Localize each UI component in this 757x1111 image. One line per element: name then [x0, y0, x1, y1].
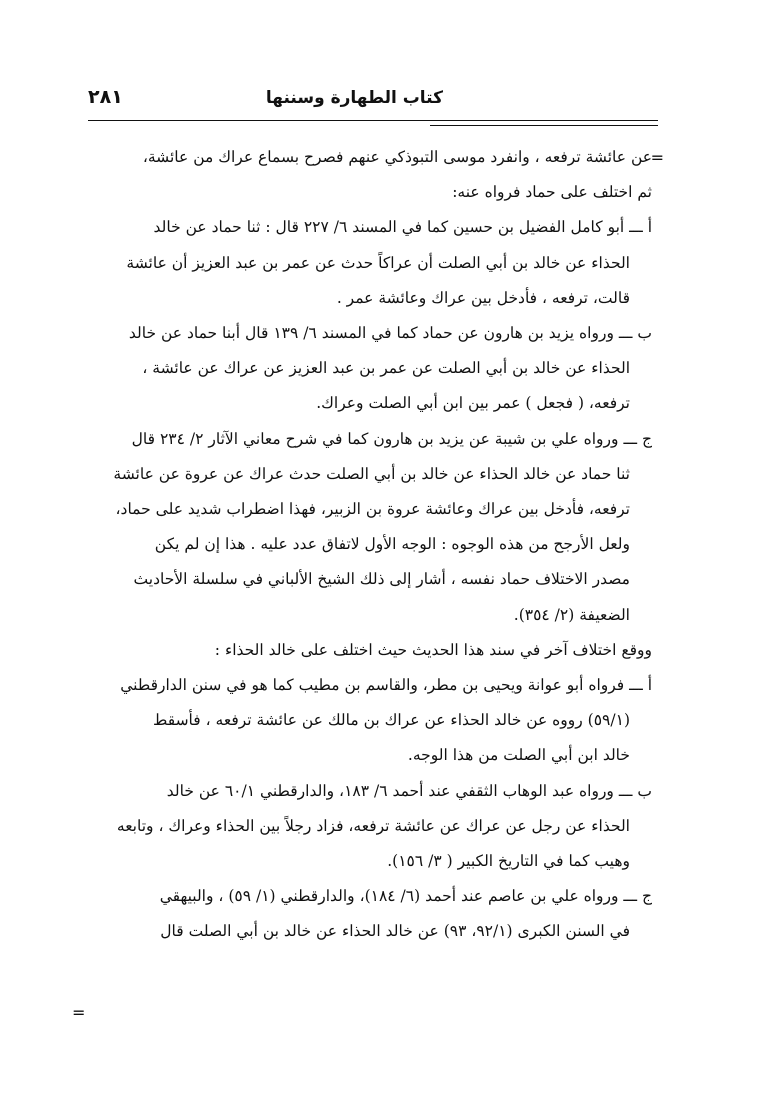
- text-line: وهيب كما في التاريخ الكبير ( ٣/ ١٥٦).: [387, 852, 630, 871]
- text-line: ثنا حماد عن خالد الحذاء عن خالد بن أبي الصلت حدث عراك عن عروة عن عائشة: [113, 464, 630, 483]
- body-text: [92, 140, 652, 950]
- text-line: ووقع اختلاف آخر في سند هذا الحديث حيث اختلف على خالد الحذاء :: [214, 640, 652, 659]
- text-line: ج ـــ ورواه علي بن عاصم عند أحمد (٦/ ١٨٤)، والدارقطني (١/ ٥٩) ، والبيهقي: [159, 887, 652, 906]
- text-line: ثم اختلف على حماد فرواه عنه:: [452, 183, 652, 202]
- text-line: مصدر الاختلاف حماد نفسه ، أشار إلى ذلك الشيخ الألباني في سلسلة الأحاديث: [133, 570, 630, 589]
- text-line: ولعل الأرجح من هذه الوجوه : الوجه الأول لاتفاق عدد عليه . هذا إن لم يكن: [154, 535, 630, 554]
- text-line: عن عائشة ترفعه ، وانفرد موسى التبوذكي عنهم فصرح بسماع عراك من عائشة،: [142, 148, 652, 166]
- text-line: ج ـــ ورواه علي بن شيبة عن يزيد بن هارون كما في شرح معاني الآثار ٢/ ٢٣٤ قال: [131, 429, 652, 448]
- text-line: في السنن الكبرى (٩٢/١، ٩٣) عن خالد الحذاء عن خالد بن أبي الصلت قال: [160, 922, 630, 941]
- page-number: ٢٨١: [88, 86, 123, 108]
- continuation-mark-bottom: =: [72, 1003, 86, 1022]
- header-rule-short: [430, 125, 658, 126]
- text-line: أ ـــ أبو كامل الفضيل بن حسين كما في المسند ٦/ ٢٢٧ قال : ثنا حماد عن خالد: [153, 218, 652, 237]
- page-header: [88, 86, 658, 116]
- text-line: ترفعه، فأدخل بين عراك وعائشة عروة بن الزبير، فهذا اضطراب شديد على حماد،: [115, 500, 630, 519]
- text-line: الضعيفة (٢/ ٣٥٤).: [513, 605, 630, 624]
- text-line: أ ـــ فرواه أبو عوانة ويحيى بن مطر، والقاسم بن مطيب كما هو في سنن الدارقطني: [120, 676, 652, 695]
- running-title: كتاب الطهارة وسننها: [265, 88, 443, 108]
- text-line: الحذاء عن رجل عن عراك عن عائشة ترفعه، فزاد رجلاً بين الحذاء وعراك ، وتابعه: [116, 816, 630, 835]
- text-line: قالت، ترفعه ، فأدخل بين عراك وعائشة عمر .: [336, 288, 630, 307]
- text-line: (٥٩/١) رووه عن خالد الحذاء عن عراك بن مالك عن عائشة ترفعه ، فأسقط: [153, 711, 630, 730]
- text-line: ترفعه، ( فجعل ) عمر بين ابن أبي الصلت وعراك.: [316, 394, 630, 413]
- text-line: خالد ابن أبي الصلت من هذا الوجه.: [407, 746, 630, 765]
- continuation-mark-top: =: [650, 148, 664, 167]
- text-line: الحذاء عن خالد بن أبي الصلت أن عراكاً حدث عن عمر بن عبد العزيز أن عائشة: [126, 253, 630, 272]
- header-rule: [88, 120, 658, 121]
- text-line: الحذاء عن خالد بن أبي الصلت عن عمر بن عبد العزيز عن عراك عن عائشة ،: [142, 359, 630, 378]
- text-line: ب ـــ ورواه يزيد بن هارون عن حماد كما في المسند ٦/ ١٣٩ قال أبنا حماد عن خالد: [128, 324, 652, 343]
- text-line: ب ـــ ورواه عبد الوهاب الثقفي عند أحمد ٦/ ١٨٣، والدارقطني ٦٠/١ عن خالد: [166, 781, 652, 800]
